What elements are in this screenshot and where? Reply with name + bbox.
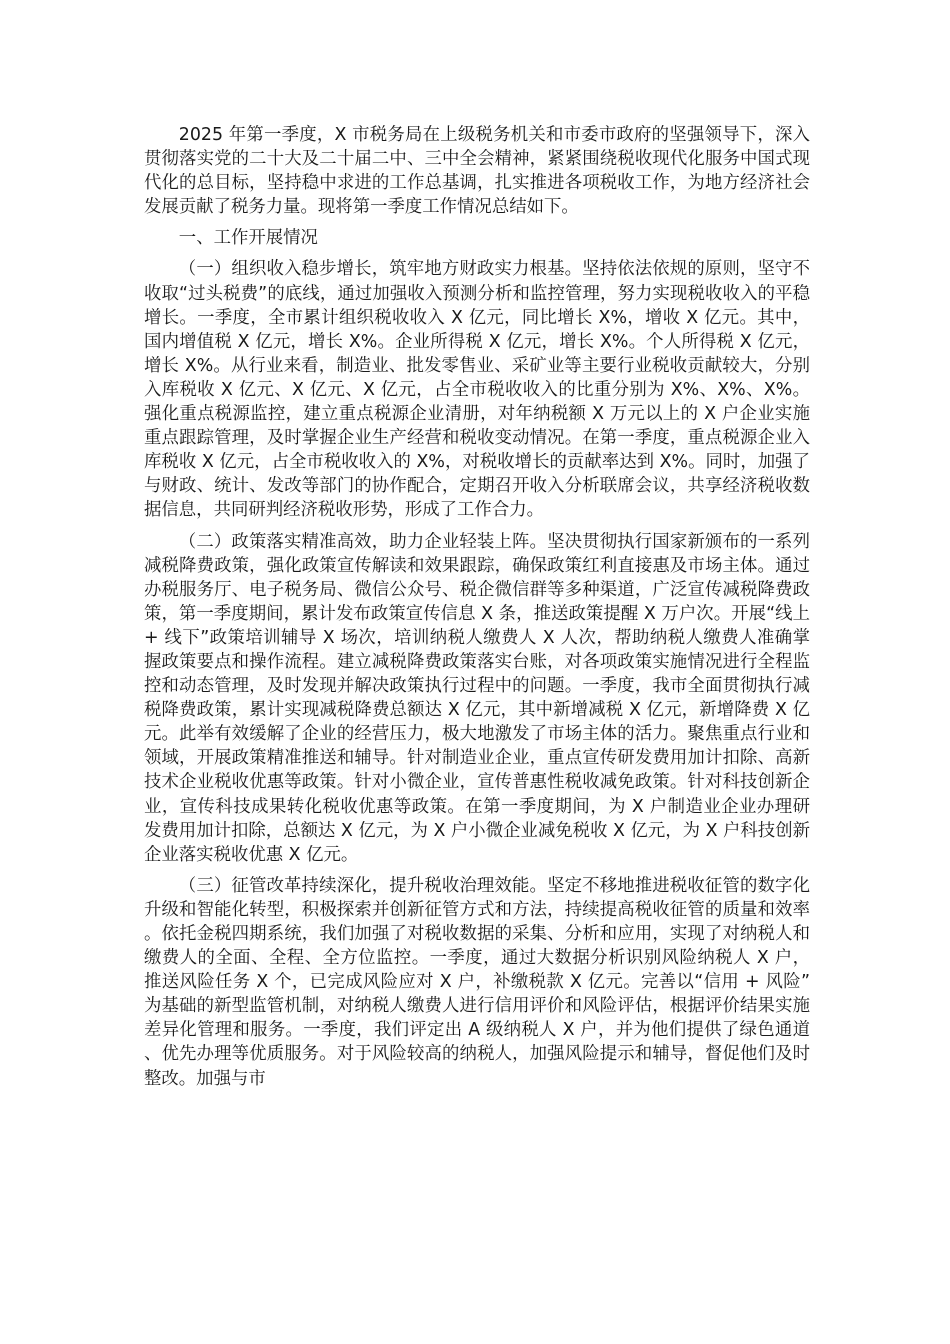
paragraph-reform: （三）征管改革持续深化，提升税收治理效能。坚定不移地推进税收征管的数字化升级和智能化转型，积极探索并创新征管方式和方法，持续提高税收征管的质量和效率。依托金税四期系统，我们加强了对税收数据的采集、分析和应用，实现了对纳税人和缴费人的全面、全程、全方位监控。一季度，通过大数据分析识别风险纳税人 X 户，推送风险任务 X 个，已完成风险应对 X 户，补缴税款 X 亿元。完善以“信用 + 风险”为基础的新型监管机制，对纳税人缴费人进行信用评价和风险评估，根据评价结果实施差异化管理和服务。一季度，我们评定出 A 级纳税人 X 户，并为他们提供了绿色通道、优先办理等优质服务。对于风险较高的纳税人，加强风险提示和辅导，督促他们及时整改。加强与市 [144,875,810,1089]
document-page [144,123,810,1098]
paragraph-policy: （二）政策落实精准高效，助力企业轻装上阵。坚决贯彻执行国家新颁布的一系列减税降费政策，强化政策宣传解读和效果跟踪，确保政策红利直接惠及市场主体。通过办税服务厅、电子税务局、微信公众号、税企微信群等多种渠道，广泛宣传减税降费政策，第一季度期间，累计发布政策宣传信息 X 条，推送政策提醒 X 万户次。开展“线上 + 线下”政策培训辅导 X 场次，培训纳税人缴费人 X 人次，帮助纳税人缴费人准确掌握政策要点和操作流程。建立减税降费政策落实台账，对各项政策实施情况进行全程监控和动态管理，及时发现并解决政策执行过程中的问题。一季度，我市全面贯彻执行减税降费政策，累计实现减税降费总额达 X 亿元，其中新增减税 X 亿元，新增降费 X 亿元。此举有效缓解了企业的经营压力，极大地激发了市场主体的活力。聚焦重点行业和领域，开展政策精准推送和辅导。针对制造业企业，重点宣传研发费用加计扣除、高新技术企业税收优惠等政策。针对小微企业，宣传普惠性税收减免政策。针对科技创新企业，宣传科技成果转化税收优惠等政策。在第一季度期间，为 X 户制造业企业办理研发费用加计扣除，总额达 X 亿元，为 X 户小微企业减免税收 X 亿元，为 X 户科技创新企业落实税收优惠 X 亿元。 [144,531,810,865]
intro-paragraph: 2025 年第一季度，X 市税务局在上级税务机关和市委市政府的坚强领导下，深入贯彻落实党的二十大及二十届二中、三中全会精神，紧紧围绕税收现代化服务中国式现代化的总目标，坚持稳中求进的工作总基调，扎实推进各项税收工作，为地方经济社会发展贡献了税务力量。现将第一季度工作情况总结如下。 [144,125,810,218]
section-heading: 一、工作开展情况 [178,228,318,249]
paragraph-revenue: （一）组织收入稳步增长，筑牢地方财政实力根基。坚持依法依规的原则，坚守不收取“过头税费”的底线，通过加强收入预测分析和监控管理，努力实现税收收入的平稳增长。一季度，全市累计组织税收收入 X 亿元，同比增长 X%，增收 X 亿元。其中，国内增值税 X 亿元，增长 X%。企业所得税 X 亿元，增长 X%。个人所得税 X 亿元，增长 X%。从行业来看，制造业、批发零售业、采矿业等主要行业税收贡献较大，分别入库税收 X 亿元、X 亿元、X 亿元，占全市税收收入的比重分别为 X%、X%、X%。强化重点税源监控，建立重点税源企业清册，对年纳税额 X 万元以上的 X 户企业实施重点跟踪管理，及时掌握企业生产经营和税收变动情况。在第一季度，重点税源企业入库税收 X 亿元，占全市税收收入的 X%，对税收增长的贡献率达到 X%。同时，加强了与财政、统计、发改等部门的协作配合，定期召开收入分析联席会议，共享经济税收数据信息，共同研判经济税收形势，形成了工作合力。 [144,259,810,521]
